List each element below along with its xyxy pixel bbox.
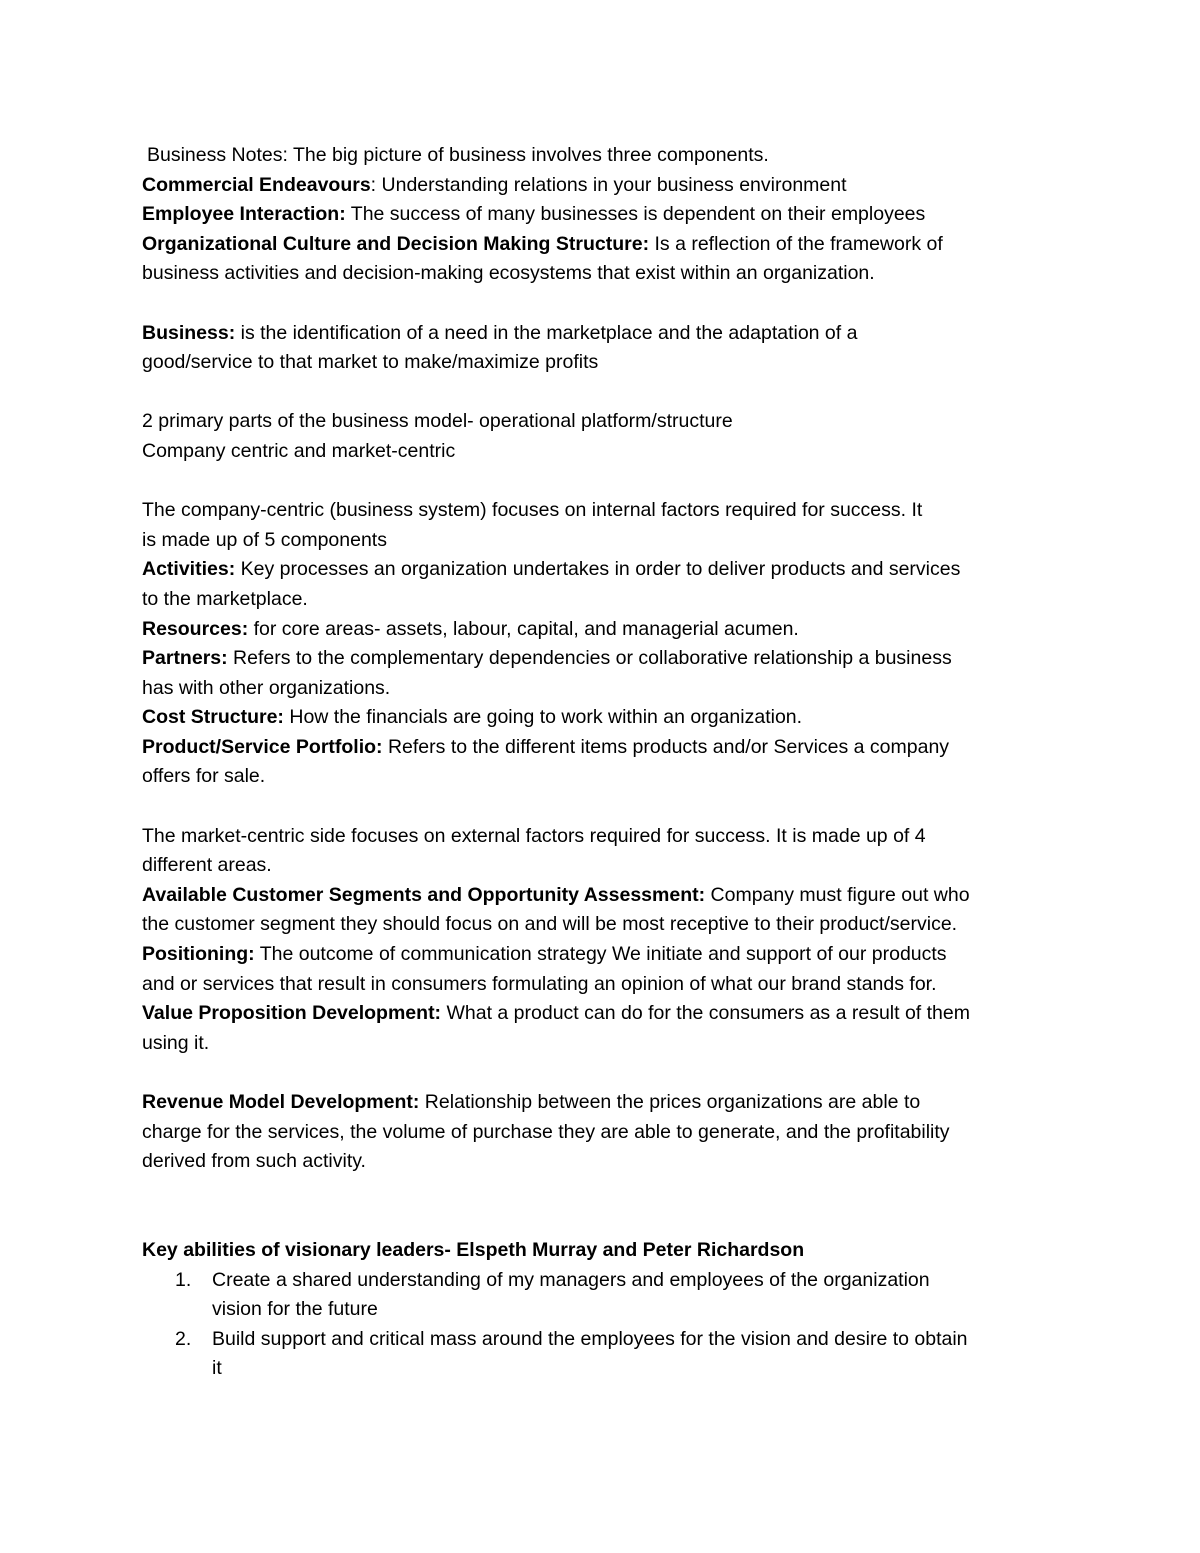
revenue-model-cont-1: charge for the services, the volume of purchase they are able to generate, and the profitability xyxy=(142,1120,950,1143)
component-desc: The success of many businesses is dependent on their employees xyxy=(345,203,926,226)
spacer xyxy=(142,289,1067,319)
business-term: Business: xyxy=(142,321,236,344)
market-centric-intro-2: different areas. xyxy=(142,854,272,877)
leaders-list xyxy=(142,1266,1067,1384)
list-item-line: Build support and critical mass around the employees for the vision and desire to obtain xyxy=(212,1327,968,1350)
cc-term: Partners: xyxy=(142,647,228,670)
mc-desc: Company must figure out who xyxy=(705,883,970,906)
component-desc: Understanding relations in your business environment xyxy=(376,173,847,196)
component-sep: : xyxy=(370,173,377,196)
component-employee xyxy=(142,200,1067,230)
mc-term: Positioning: xyxy=(142,943,255,966)
mc-item-segments-cont: the customer segment they should focus on and will be most receptive to their product/service. xyxy=(142,913,958,936)
revenue-model xyxy=(142,1088,1067,1118)
company-centric-intro-1: The company-centric (business system) focuses on internal factors required for success. It xyxy=(142,499,923,522)
business-definition-cont: good/service to that market to make/maximize profits xyxy=(142,351,599,374)
list-number: 2. xyxy=(175,1327,192,1350)
component-culture-cont: business activities and decision-making ecosystems that exist within an organization. xyxy=(142,262,875,285)
cc-term: Product/Service Portfolio: xyxy=(142,735,383,758)
revenue-model-cont-2: derived from such activity. xyxy=(142,1150,366,1173)
revenue-desc: Relationship between the prices organizations are able to xyxy=(419,1091,921,1113)
cc-item-partners-cont: has with other organizations. xyxy=(142,676,391,699)
company-centric-intro-2: is made up of 5 components xyxy=(142,528,387,551)
spacer xyxy=(142,1177,1067,1236)
list-item xyxy=(142,1266,1067,1325)
business-desc: is the identification of a need in the marketplace and the adaptation of a xyxy=(235,321,858,344)
cc-desc: Refers to the complementary dependencies or collaborative relationship a business xyxy=(227,647,952,670)
model-line-1: 2 primary parts of the business model- operational platform/structure xyxy=(142,410,733,433)
cc-desc: How the financials are going to work within an organization. xyxy=(283,706,803,729)
document-page xyxy=(142,141,1067,1384)
cc-item-activities xyxy=(142,555,1067,585)
cc-term: Cost Structure: xyxy=(142,706,284,729)
component-term: Employee Interaction: xyxy=(142,203,346,226)
market-centric-intro-1: The market-centric side focuses on external factors required for success. It is made up of 4 xyxy=(142,824,926,847)
list-number: 1. xyxy=(175,1268,192,1291)
cc-item-activities-cont: to the marketplace. xyxy=(142,587,308,610)
list-item-line: it xyxy=(212,1357,222,1380)
mc-item-positioning xyxy=(142,940,1067,970)
mc-term: Available Customer Segments and Opportunity Assessment: xyxy=(142,883,706,906)
intro-line: Business Notes: The big picture of business involves three components. xyxy=(147,144,769,166)
component-desc: Is a reflection of the framework of xyxy=(649,232,943,255)
mc-desc: The outcome of communication strategy We initiate and support of our products xyxy=(254,943,947,966)
mc-item-segments xyxy=(142,881,1067,911)
spacer xyxy=(142,378,1067,408)
leaders-heading-text: Key abilities of visionary leaders- Elspeth Murray and Peter Richardson xyxy=(142,1238,805,1261)
cc-item-resources xyxy=(142,615,1067,645)
cc-term: Resources: xyxy=(142,617,249,640)
list-item xyxy=(142,1325,1067,1384)
list-item-line: Create a shared understanding of my managers and employees of the organization xyxy=(212,1268,930,1291)
model-line-2: Company centric and market-centric xyxy=(142,439,456,462)
cc-term: Activities: xyxy=(142,558,236,581)
cc-desc: for core areas- assets, labour, capital, and managerial acumen. xyxy=(248,617,799,640)
component-culture xyxy=(142,230,1067,260)
spacer xyxy=(142,1058,1067,1088)
cc-item-portfolio-cont: offers for sale. xyxy=(142,765,266,788)
business-definition xyxy=(142,319,1067,349)
cc-desc: Refers to the different items products and/or Services a company xyxy=(382,735,950,758)
cc-item-partners xyxy=(142,644,1067,674)
component-term: Commercial Endeavours xyxy=(142,173,371,196)
list-item-line: vision for the future xyxy=(212,1298,378,1321)
component-term: Organizational Culture and Decision Making Structure: xyxy=(142,232,650,255)
cc-item-cost xyxy=(142,703,1067,733)
mc-item-value-cont: using it. xyxy=(142,1031,210,1054)
mc-item-positioning-cont: and or services that result in consumers formulating an opinion of what our brand stands for. xyxy=(142,972,937,995)
component-commercial xyxy=(142,171,1067,201)
spacer xyxy=(142,467,1067,497)
mc-item-value xyxy=(142,999,1067,1029)
revenue-term: Revenue Model Development: xyxy=(142,1091,420,1113)
mc-desc: What a product can do for the consumers as a result of them xyxy=(441,1002,970,1025)
spacer xyxy=(142,792,1067,822)
cc-desc: Key processes an organization undertakes in order to deliver products and services xyxy=(235,558,961,581)
leaders-heading xyxy=(142,1236,1067,1266)
cc-item-portfolio xyxy=(142,733,1067,763)
mc-term: Value Proposition Development: xyxy=(142,1002,442,1025)
